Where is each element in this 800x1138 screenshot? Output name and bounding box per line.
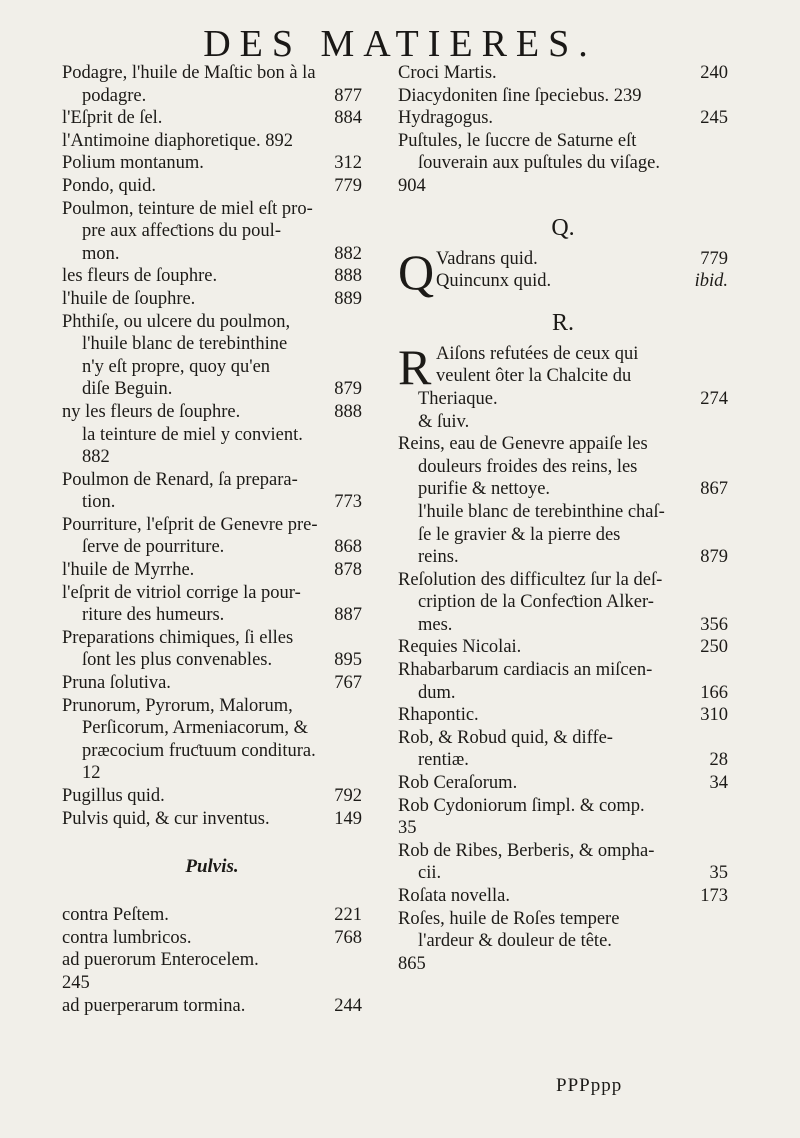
page-number: 879: [334, 379, 362, 400]
entry-text: Pugillus quid.: [62, 786, 165, 806]
page-number: 877: [334, 85, 362, 106]
page-number: 221: [334, 905, 362, 926]
page-number: 35: [709, 863, 728, 884]
running-head: DES MATIERES.: [203, 23, 597, 65]
entry-line: Podagre, l'huile de Maſtic bon à la: [62, 63, 316, 83]
entry-text: reins.: [418, 547, 459, 568]
index-entry-rob-cerasorum: [398, 772, 728, 795]
entry-line: [398, 772, 728, 795]
page-number: 767: [334, 673, 362, 694]
entry-line: Diacydoniten ſine ſpeciebus. 239: [398, 85, 642, 106]
entry-line: [62, 243, 362, 266]
index-entry-rob-cydoniorum: [398, 795, 728, 840]
index-entry-pugillus: [62, 785, 362, 808]
index-entry-ad-puerorum: [62, 949, 362, 994]
index-entry-antimoine: [62, 130, 362, 153]
entry-text: Rhapontic.: [398, 705, 479, 726]
index-entry-phthise: [62, 311, 362, 401]
entry-text: Rob Ceraſorum.: [398, 773, 518, 794]
page-number: 884: [334, 108, 362, 129]
letter-heading-r: R.: [551, 309, 574, 336]
page-number: 887: [334, 605, 362, 626]
entry-line: Poulmon de Renard, ſa prepara-: [62, 469, 298, 490]
page-number: 356: [700, 614, 728, 635]
drop-cap-r: R: [398, 338, 432, 395]
entry-line: Aiſons refutées de ceux qui: [436, 343, 639, 364]
entry-line: Prunorum, Pyrorum, Malorum,: [62, 695, 293, 716]
index-entry-raisons: [398, 338, 728, 433]
entry-text: dum.: [418, 682, 456, 703]
entry-line: Roſes, huile de Roſes tempere: [398, 908, 620, 929]
entry-line: 882: [82, 447, 110, 468]
index-entry-resolution: [398, 569, 728, 637]
entry-text: Pondo, quid.: [62, 175, 157, 196]
page-number: ibid.: [694, 271, 728, 292]
entry-line: ſouverain aux puſtules du viſage.: [418, 153, 660, 174]
entry-text: podagre.: [82, 85, 147, 106]
entry-text: ſerve de pourriture.: [82, 537, 225, 558]
entry-line: [62, 175, 362, 198]
entry-line: l'huile blanc de terebinthine: [82, 334, 288, 355]
entry-line: [62, 107, 362, 130]
page-number: 779: [700, 248, 728, 269]
entry-text: l'huile de Myrrhe.: [62, 560, 195, 581]
r-entries: [398, 338, 728, 433]
entry-text: Pulvis quid, & cur inventus.: [62, 808, 270, 829]
entry-line: Rob, & Robud quid, & diffe-: [398, 727, 613, 748]
drop-cap-q: Q: [398, 243, 435, 300]
entry-line: [62, 927, 362, 950]
page-number: 792: [334, 786, 362, 806]
entry-text: ad puerperarum tormina.: [62, 995, 246, 1016]
page-number: 779: [334, 175, 362, 196]
index-entry-esprit-sel: [62, 107, 362, 130]
q-entries: [398, 243, 728, 300]
entry-text: l'Eſprit de ſel.: [62, 108, 163, 129]
entry-line: cription de la Confeƈtion Alker-: [418, 592, 654, 613]
page-number: 240: [700, 63, 728, 83]
page-number: 274: [700, 388, 728, 409]
index-entry-hydragogus: [398, 107, 728, 130]
index-entry-ad-puerperarum: [62, 995, 362, 1018]
entry-text: contra Peſtem.: [62, 905, 169, 926]
entry-text: Requies Nicolai.: [398, 637, 522, 658]
entry-line: [62, 85, 362, 108]
page-number: 878: [334, 560, 362, 581]
page-number: 34: [709, 773, 728, 794]
index-entry-roses: [398, 908, 728, 976]
entry-text: cii.: [418, 863, 442, 884]
left-column: [62, 62, 362, 1017]
entry-line: [436, 270, 728, 293]
index-entry-quincunx: [398, 270, 728, 293]
index-entry-contra-lumbricos: [62, 927, 362, 950]
entry-text: Polium montanum.: [62, 153, 204, 174]
entry-line: [398, 478, 728, 501]
entry-line: & ſuiv.: [418, 411, 470, 432]
entry-line: 35: [398, 818, 417, 839]
index-entry-croci: [398, 62, 728, 85]
page-number: 173: [700, 886, 728, 906]
entry-line: [62, 995, 362, 1018]
entry-line: Rob Cydoniorum ſimpl. & comp.: [398, 795, 645, 816]
entry-text: Quincunx quid.: [436, 271, 552, 292]
entry-line: Preparations chimiques, ſi elles: [62, 627, 294, 648]
index-entry-pustules: [398, 130, 728, 198]
entry-line: n'y eſt propre, quoy qu'en: [82, 356, 271, 377]
entry-line: pre aux affeƈtions du poul-: [82, 221, 281, 242]
entry-line: 12: [82, 763, 101, 784]
entry-line: [62, 152, 362, 175]
page-number: 310: [700, 705, 728, 726]
entry-line: Reſolution des difficultez ſur la deſ-: [398, 569, 663, 590]
page-number: 768: [334, 927, 362, 948]
entry-line: [398, 546, 728, 569]
entry-line: ſe le gravier & la pierre des: [418, 524, 621, 545]
entry-line: 865: [398, 953, 426, 974]
entry-line: [398, 704, 728, 727]
entry-text: Croci Martis.: [398, 63, 497, 83]
entry-line: [398, 749, 728, 772]
entry-line: la teinture de miel y convient.: [82, 424, 303, 445]
entry-line: præcocium fruƈtuum conditura.: [82, 740, 316, 761]
index-entry-vitriol: [62, 582, 362, 627]
page-number: 166: [700, 682, 728, 703]
entry-line: Rhabarbarum cardiacis an miſcen-: [398, 660, 653, 681]
entry-text: Roſata novella.: [398, 886, 510, 906]
entry-line: [398, 862, 728, 885]
entry-line: [62, 649, 362, 672]
page-number: 882: [334, 243, 362, 264]
entry-line: Reins, eau de Genevre appaiſe les: [398, 434, 648, 455]
entry-line: [62, 401, 362, 424]
index-entry-poulmon: [62, 198, 362, 266]
index-entry-pulvis: [62, 808, 362, 831]
index-entry-poulmon-renard: [62, 469, 362, 514]
entry-text: rentiæ.: [418, 750, 469, 771]
entry-text: mes.: [418, 614, 453, 635]
entry-line: l'eſprit de vitriol corrige la pour-: [62, 582, 301, 603]
entry-line: [62, 904, 362, 927]
entry-text: ſont les plus convenables.: [82, 650, 273, 671]
index-entry-rhabarbarum: [398, 659, 728, 704]
page-number: 773: [334, 492, 362, 513]
index-entry-myrrhe: [62, 559, 362, 582]
index-entry-requies: [398, 636, 728, 659]
entry-line: [62, 672, 362, 695]
entry-line: [62, 559, 362, 582]
entry-text: ny les fleurs de ſouphre.: [62, 401, 241, 422]
page-number: 245: [700, 108, 728, 129]
index-entry-huile-souphre: [62, 288, 362, 311]
entry-line: 904: [398, 175, 426, 196]
entry-line: [436, 248, 728, 271]
page-number: 244: [334, 995, 362, 1016]
page-number: 888: [334, 266, 362, 287]
index-entry-rob-ribes: [398, 840, 728, 885]
entry-line: 245: [62, 972, 90, 993]
page-number: 312: [334, 153, 362, 174]
entry-line: Puſtules, le ſuccre de Saturne eſt: [398, 130, 637, 151]
index-entry-pourriture: [62, 514, 362, 559]
entry-line: ad puerorum Enterocelem.: [62, 950, 259, 971]
entry-line: [62, 378, 362, 401]
entry-line: l'ardeur & douleur de tête.: [418, 931, 612, 952]
entry-line: [62, 265, 362, 288]
page-number: 888: [334, 401, 362, 422]
entry-text: riture des humeurs.: [82, 605, 225, 626]
index-entry-teinture: [62, 424, 362, 469]
entry-line: Perſicorum, Armeniacorum, &: [82, 718, 309, 739]
index-entry-fleurs: [62, 265, 362, 288]
index-entry-prunorum: [62, 695, 362, 785]
entry-text: diſe Beguin.: [82, 379, 173, 400]
entry-text: Pruna ſolutiva.: [62, 673, 171, 694]
index-entry-rhapontic: [398, 704, 728, 727]
index-entry-podagre: [62, 62, 362, 107]
section-heading-pulvis: Pulvis.: [185, 856, 239, 878]
index-entry-rosata: [398, 885, 728, 908]
index-entry-pondo: [62, 175, 362, 198]
page-number: 28: [709, 750, 728, 771]
entry-text: Theriaque.: [418, 388, 498, 409]
entry-line: veulent ôter la Chalcite du: [436, 366, 632, 387]
entry-line: [62, 604, 362, 627]
entry-line: [398, 107, 728, 130]
entry-text: Vadrans quid.: [436, 248, 538, 269]
index-entry-preparations: [62, 627, 362, 672]
entry-text: l'huile de ſouphre.: [62, 288, 196, 309]
page-number: 879: [700, 547, 728, 568]
entry-line: Phthiſe, ou ulcere du poulmon,: [62, 311, 291, 332]
index-entry-ny-fleurs: [62, 401, 362, 424]
entry-line: [62, 536, 362, 559]
entry-line: [62, 491, 362, 514]
index-entry-polium: [62, 152, 362, 175]
entry-line: [398, 62, 728, 85]
entry-line: l'Antimoine diaphoretique. 892: [62, 130, 293, 151]
entry-line: Poulmon, teinture de miel eſt pro-: [62, 198, 313, 219]
index-entry-diacydoniten: [398, 85, 728, 108]
page-number: 895: [334, 650, 362, 671]
entry-line: l'huile blanc de terebinthine chaſ-: [418, 501, 665, 522]
letter-heading-q: Q.: [551, 214, 575, 241]
entry-text: purifie & nettoye.: [418, 479, 551, 500]
entry-line: Pourriture, l'eſprit de Genevre pre-: [62, 514, 318, 535]
entry-text: mon.: [82, 243, 120, 264]
index-entry-pruna: [62, 672, 362, 695]
entry-line: [62, 785, 362, 808]
page-number: 250: [700, 637, 728, 658]
entry-line: [62, 808, 362, 831]
entry-text: tion.: [82, 492, 116, 513]
entry-line: [398, 682, 728, 705]
index-entry-contra-pestem: [62, 904, 362, 927]
right-column: [398, 62, 728, 975]
page-number: 868: [334, 537, 362, 558]
entry-line: Rob de Ribes, Berberis, & ompha-: [398, 840, 655, 861]
index-entry-rob: [398, 727, 728, 772]
entry-line: douleurs froides des reins, les: [418, 456, 638, 477]
index-entry-vadrans: [398, 248, 728, 271]
entry-line: [398, 388, 728, 411]
index-entry-reins: [398, 433, 728, 569]
catchword: PPPppp: [556, 1075, 623, 1096]
page-number: 889: [334, 288, 362, 309]
page-number: 867: [700, 479, 728, 500]
entry-line: [398, 885, 728, 908]
entry-line: [398, 636, 728, 659]
entry-line: [62, 288, 362, 311]
entry-text: Hydragogus.: [398, 108, 494, 129]
entry-text: contra lumbricos.: [62, 927, 192, 948]
page-number: 149: [334, 808, 362, 829]
entry-text: les fleurs de ſouphre.: [62, 266, 218, 287]
entry-line: [398, 614, 728, 637]
